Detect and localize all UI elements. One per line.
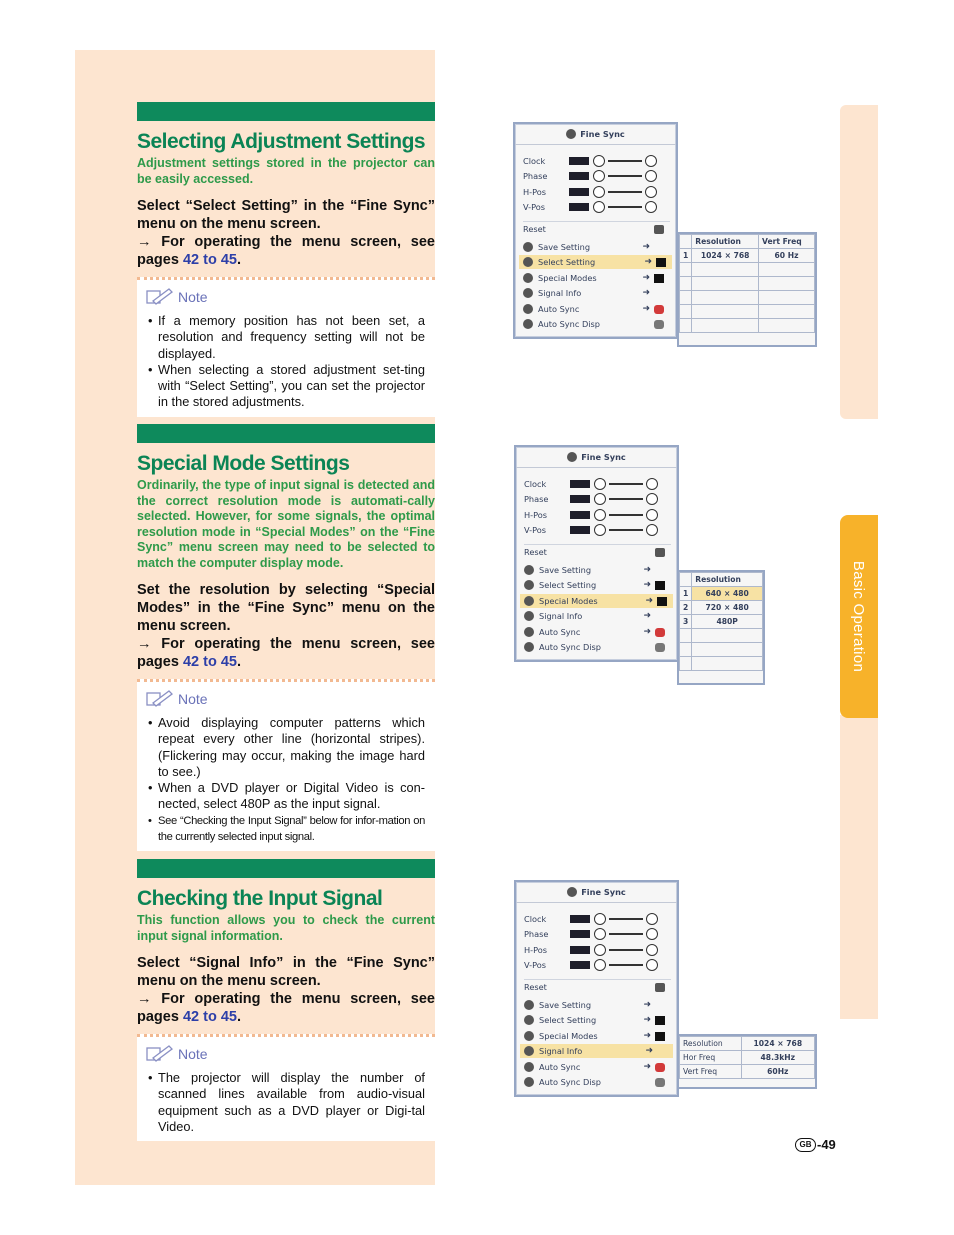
slider-track[interactable] xyxy=(609,933,643,935)
menu-item-icon xyxy=(524,565,534,575)
menu-item-label: Clock xyxy=(523,156,546,166)
fine-sync-icon xyxy=(567,887,577,897)
section-lead: This function allows you to check the current input signal information. xyxy=(137,913,435,943)
note-box xyxy=(137,679,435,851)
slider-left-icon xyxy=(594,493,606,505)
value-bar xyxy=(569,157,589,165)
arrow-right-icon: ➜ xyxy=(645,596,653,606)
slider-right-icon xyxy=(646,944,658,956)
side-tab-upper xyxy=(840,105,878,419)
menu-item-label: Reset xyxy=(523,224,546,234)
arrow-right-icon: ➜ xyxy=(642,273,650,283)
arrow-right-icon: ➜ xyxy=(642,242,650,252)
arrow-right-icon: ➜ xyxy=(643,1031,651,1041)
menu-item-icon xyxy=(524,1000,534,1010)
select-setting-submenu xyxy=(677,232,817,347)
table-cell: 640 × 480 xyxy=(692,587,763,601)
slider-left-icon xyxy=(593,170,605,182)
menu-item-label: Select Setting xyxy=(539,1015,597,1025)
table-cell: 1 xyxy=(680,587,692,601)
note-box xyxy=(137,277,435,417)
table-cell xyxy=(692,291,759,305)
table-cell xyxy=(680,305,692,319)
section-selecting-adjustment xyxy=(137,102,435,417)
note-item: • The projector will display the number of scanned lines available from audio-visual equipment such as a DVD player or Digi-tal Video. xyxy=(145,1070,425,1135)
menu-item-row[interactable] xyxy=(519,255,672,269)
menu-item-icon xyxy=(524,1015,534,1025)
note-pencil-icon xyxy=(145,1045,175,1063)
arrow-right-icon: ➜ xyxy=(643,611,651,621)
table-row[interactable] xyxy=(680,319,815,333)
menu-adjust-row[interactable] xyxy=(524,523,671,537)
slider-right-icon xyxy=(646,493,658,505)
menu-item-row[interactable] xyxy=(520,594,673,608)
info-cell: 48.3kHz xyxy=(741,1051,814,1065)
table-row[interactable] xyxy=(680,601,763,615)
section-special-mode xyxy=(137,424,435,851)
section-header-bar xyxy=(137,859,435,878)
slider-right-icon xyxy=(646,959,658,971)
setting-square-icon xyxy=(657,597,667,606)
slider-right-icon xyxy=(646,509,658,521)
table-cell xyxy=(680,291,692,305)
slider-right-icon xyxy=(646,928,658,940)
section-instruction xyxy=(137,954,435,1026)
menu-item-row[interactable] xyxy=(523,317,670,331)
menu-reset-row[interactable] xyxy=(524,544,671,559)
toggle-icon xyxy=(655,643,665,652)
slider-track[interactable] xyxy=(608,191,642,193)
menu-item-row[interactable] xyxy=(524,998,671,1012)
menu-title-bar xyxy=(515,124,676,145)
menu-item-label: Select Setting xyxy=(539,580,597,590)
table-cell: 60 Hz xyxy=(759,249,815,263)
slider-right-icon xyxy=(645,170,657,182)
info-row xyxy=(680,1037,815,1051)
menu-item-label: Phase xyxy=(524,494,549,504)
table-cell xyxy=(759,319,815,333)
menu-item-label: Select Setting xyxy=(538,257,596,267)
menu-reset-row[interactable] xyxy=(523,221,670,236)
menu-item-label: Reset xyxy=(524,982,547,992)
value-bar xyxy=(569,172,589,180)
slider-track[interactable] xyxy=(609,918,643,920)
table-cell xyxy=(680,573,692,587)
section-title: Special Mode Settings xyxy=(137,452,350,475)
setting-square-icon xyxy=(655,581,665,590)
slider-right-icon xyxy=(645,155,657,167)
menu-item-row[interactable] xyxy=(524,1029,671,1043)
menu-adjust-row[interactable] xyxy=(523,200,670,214)
menu-adjust-row[interactable] xyxy=(523,185,670,199)
note-header xyxy=(145,1045,425,1063)
menu-item-label: H-Pos xyxy=(524,945,548,955)
table-cell: 480P xyxy=(692,615,763,629)
table-cell xyxy=(680,643,692,657)
table-header-cell: Vert Freq xyxy=(759,235,815,249)
menu-item-row[interactable] xyxy=(523,302,670,316)
value-bar xyxy=(569,203,589,211)
menu-item-label: Special Modes xyxy=(539,1031,598,1041)
info-row xyxy=(680,1065,815,1079)
section-lead: Adjustment settings stored in the projector can be easily accessed. xyxy=(137,156,435,186)
table-row[interactable] xyxy=(680,277,815,291)
menu-item-row[interactable] xyxy=(524,640,671,654)
menu-item-row[interactable] xyxy=(524,578,671,592)
menu-adjust-row[interactable] xyxy=(524,958,671,972)
enter-icon xyxy=(655,983,665,992)
section-header-bar xyxy=(137,424,435,443)
slider-right-icon xyxy=(646,913,658,925)
fine-sync-menu-screen xyxy=(514,880,679,1097)
table-cell xyxy=(680,657,692,671)
menu-item-row[interactable] xyxy=(524,1060,671,1074)
value-bar xyxy=(570,511,590,519)
fine-sync-menu-screen xyxy=(513,122,678,339)
menu-item-icon xyxy=(524,1031,534,1041)
table-cell xyxy=(759,277,815,291)
menu-item-icon xyxy=(524,596,534,606)
menu-item-icon xyxy=(523,319,533,329)
value-bar xyxy=(569,188,589,196)
menu-title-bar xyxy=(516,882,677,903)
menu-item-label: Phase xyxy=(523,171,548,181)
slider-left-icon xyxy=(593,186,605,198)
slider-left-icon xyxy=(593,201,605,213)
menu-adjust-row[interactable] xyxy=(524,477,671,491)
menu-item-label: Auto Sync xyxy=(539,627,581,637)
arrow-right-icon: ➜ xyxy=(643,1015,651,1025)
menu-item-label: Auto Sync Disp xyxy=(539,1077,601,1087)
menu-item-row[interactable] xyxy=(524,625,671,639)
menu-item-label: V-Pos xyxy=(524,525,546,535)
menu-item-icon xyxy=(523,288,533,298)
table-cell xyxy=(692,657,763,671)
table-cell xyxy=(680,319,692,333)
section-instruction xyxy=(137,581,435,671)
menu-item-icon xyxy=(524,627,534,637)
table-row[interactable] xyxy=(680,249,815,263)
slider-left-icon xyxy=(594,478,606,490)
table-cell xyxy=(759,263,815,277)
menu-title: Fine Sync xyxy=(580,129,625,139)
section-instruction xyxy=(137,197,435,269)
menu-item-icon xyxy=(524,642,534,652)
toggle-icon xyxy=(655,1063,665,1072)
menu-item-label: Special Modes xyxy=(538,273,597,283)
note-box xyxy=(137,1034,435,1141)
table-cell: 3 xyxy=(680,615,692,629)
section-lead: Ordinarily, the type of input signal is detected and the correct resolution mode is automati-cally selected. However, for some signals, the optimal resolution mode in “Special Modes” on the “Fine Sync” menu screen may need to be selected to match the computer display mode. xyxy=(137,478,435,570)
note-list xyxy=(145,313,425,411)
table-header-cell: Resolution xyxy=(692,235,759,249)
table-cell xyxy=(759,291,815,305)
ref-suffix: . xyxy=(236,252,241,268)
gb-badge-icon: GB xyxy=(795,1138,816,1152)
section-title: Checking the Input Signal xyxy=(137,887,383,910)
table-row[interactable] xyxy=(680,629,763,643)
menu-adjust-row[interactable] xyxy=(524,927,671,941)
page-number xyxy=(795,1137,836,1152)
value-bar xyxy=(570,480,590,488)
menu-adjust-row[interactable] xyxy=(524,912,671,926)
slider-left-icon xyxy=(594,509,606,521)
table-cell xyxy=(692,319,759,333)
arrow-right-icon: ➜ xyxy=(645,1046,653,1056)
pages-link[interactable]: 42 to 45 xyxy=(182,654,237,670)
side-tab-label: Basic Operation xyxy=(850,560,868,673)
slider-track[interactable] xyxy=(609,529,643,531)
pages-link[interactable]: 42 to 45 xyxy=(182,1009,237,1025)
setting-square-icon xyxy=(655,1032,665,1041)
table-cell xyxy=(692,643,763,657)
enter-icon xyxy=(655,548,665,557)
slider-left-icon xyxy=(594,928,606,940)
table-row[interactable] xyxy=(680,263,815,277)
menu-item-label: V-Pos xyxy=(524,960,546,970)
slider-right-icon xyxy=(645,186,657,198)
menu-item-label: Save Setting xyxy=(538,242,591,252)
menu-item-row[interactable] xyxy=(523,240,670,254)
menu-adjust-row[interactable] xyxy=(523,154,670,168)
note-label: Note xyxy=(178,691,208,707)
table-cell xyxy=(692,263,759,277)
menu-item-icon xyxy=(523,273,533,283)
info-cell: Vert Freq xyxy=(680,1065,742,1079)
section-checking-input xyxy=(137,859,435,1141)
slider-right-icon xyxy=(646,478,658,490)
note-item: • When a DVD player or Digital Video is con-nected, select 480P as the input signal. xyxy=(145,780,425,813)
slider-left-icon xyxy=(594,524,606,536)
setting-square-icon xyxy=(656,258,666,267)
setting-square-icon xyxy=(654,274,664,283)
table-cell: 1 xyxy=(680,249,692,263)
slider-track[interactable] xyxy=(609,483,643,485)
menu-item-label: Clock xyxy=(524,914,547,924)
menu-item-label: Auto Sync xyxy=(539,1062,581,1072)
resolution-table xyxy=(679,572,763,671)
table-cell xyxy=(692,629,763,643)
arrow-right-icon: ➜ xyxy=(643,627,651,637)
table-row[interactable] xyxy=(680,643,763,657)
ref-suffix: . xyxy=(236,1009,241,1025)
arrow-right-icon: ➜ xyxy=(642,288,650,298)
menu-item-icon xyxy=(524,1046,534,1056)
menu-item-row[interactable] xyxy=(524,1013,671,1027)
arrow-right-icon: ➜ xyxy=(644,257,652,267)
table-row[interactable] xyxy=(680,305,815,319)
menu-item-label: H-Pos xyxy=(523,187,547,197)
menu-item-row[interactable] xyxy=(523,286,670,300)
value-bar xyxy=(570,915,590,923)
arrow-right-icon: ➜ xyxy=(643,1062,651,1072)
table-header-row xyxy=(680,573,763,587)
slider-track[interactable] xyxy=(609,964,643,966)
menu-item-row[interactable] xyxy=(524,1075,671,1089)
menu-item-icon xyxy=(524,580,534,590)
page-number-text: -49 xyxy=(817,1137,836,1152)
special-modes-submenu xyxy=(677,570,765,685)
info-row xyxy=(680,1051,815,1065)
table-cell xyxy=(680,263,692,277)
table-cell: 2 xyxy=(680,601,692,615)
section-header-bar xyxy=(137,102,435,121)
slider-track[interactable] xyxy=(608,175,642,177)
slider-track[interactable] xyxy=(608,206,642,208)
table-cell: 1024 × 768 xyxy=(692,249,759,263)
note-item: • When selecting a stored adjustment set-ting with “Select Setting”, you can set the projector in the stored adjustments. xyxy=(145,362,425,411)
menu-item-label: H-Pos xyxy=(524,510,548,520)
slider-left-icon xyxy=(594,959,606,971)
menu-item-icon xyxy=(523,257,533,267)
slider-track[interactable] xyxy=(609,514,643,516)
side-tab-label-wrap xyxy=(840,515,878,718)
table-cell: 720 × 480 xyxy=(692,601,763,615)
slider-left-icon xyxy=(593,155,605,167)
menu-item-label: Auto Sync Disp xyxy=(538,319,600,329)
menu-item-icon xyxy=(524,611,534,621)
instruction-text: Select “Select Setting” in the “Fine Sync” menu on the menu screen. xyxy=(137,198,435,232)
table-cell xyxy=(680,277,692,291)
fine-sync-icon xyxy=(567,452,577,462)
table-row[interactable] xyxy=(680,587,763,601)
slider-right-icon xyxy=(645,201,657,213)
info-cell: Hor Freq xyxy=(680,1051,742,1065)
menu-item-label: Save Setting xyxy=(539,1000,592,1010)
menu-item-label: Reset xyxy=(524,547,547,557)
value-bar xyxy=(570,930,590,938)
table-cell xyxy=(692,305,759,319)
menu-item-icon xyxy=(524,1077,534,1087)
menu-item-row[interactable] xyxy=(524,609,671,623)
table-cell xyxy=(759,305,815,319)
info-cell: 60Hz xyxy=(741,1065,814,1079)
menu-reset-row[interactable] xyxy=(524,979,671,994)
menu-item-label: V-Pos xyxy=(523,202,545,212)
instruction-text: Set the resolution by selecting “Special Modes” in the “Fine Sync” menu on the menu screen. xyxy=(137,582,435,634)
info-cell: 1024 × 768 xyxy=(741,1037,814,1051)
slider-track[interactable] xyxy=(608,160,642,162)
menu-item-label: Save Setting xyxy=(539,565,592,575)
note-label: Note xyxy=(178,1046,208,1062)
fine-sync-icon xyxy=(566,129,576,139)
menu-adjust-row[interactable] xyxy=(524,943,671,957)
fine-sync-menu-screen xyxy=(514,445,679,662)
note-item: • Avoid displaying computer patterns which repeat every other line (horizontal stripes). (Flickering may occur, making the image hard to see.) xyxy=(145,715,425,780)
note-list xyxy=(145,1070,425,1135)
menu-title: Fine Sync xyxy=(581,887,626,897)
note-item: • If a memory position has not been set, a resolution and frequency setting will not be displayed. xyxy=(145,313,425,362)
menu-item-label: Auto Sync xyxy=(538,304,580,314)
arrow-right-icon: ➜ xyxy=(642,304,650,314)
note-item: • See “Checking the Input Signal” below for infor-mation on the currently selected input signal. xyxy=(145,813,425,846)
slider-track[interactable] xyxy=(609,498,643,500)
table-cell xyxy=(692,277,759,291)
menu-adjust-row[interactable] xyxy=(524,508,671,522)
note-label: Note xyxy=(178,289,208,305)
slider-left-icon xyxy=(594,913,606,925)
instruction-ref: → For operating the menu screen, see pages xyxy=(137,991,435,1025)
memory-table xyxy=(679,234,815,333)
menu-item-row[interactable] xyxy=(524,563,671,577)
menu-item-label: Clock xyxy=(524,479,547,489)
menu-item-icon xyxy=(524,1062,534,1072)
menu-item-label: Signal Info xyxy=(539,611,583,621)
menu-item-label: Signal Info xyxy=(539,1046,583,1056)
arrow-right-icon: ➜ xyxy=(643,565,651,575)
slider-track[interactable] xyxy=(609,949,643,951)
table-row[interactable] xyxy=(680,291,815,305)
note-header xyxy=(145,288,425,306)
menu-item-row[interactable] xyxy=(523,271,670,285)
value-bar xyxy=(570,495,590,503)
ref-suffix: . xyxy=(236,654,241,670)
toggle-icon xyxy=(655,1078,665,1087)
signal-info-panel xyxy=(677,1034,817,1089)
menu-item-row[interactable] xyxy=(520,1044,673,1058)
value-bar xyxy=(570,946,590,954)
value-bar xyxy=(570,526,590,534)
enter-icon xyxy=(654,225,664,234)
note-list xyxy=(145,715,425,845)
menu-item-icon xyxy=(523,304,533,314)
slider-left-icon xyxy=(594,944,606,956)
setting-square-icon xyxy=(655,1016,665,1025)
table-row[interactable] xyxy=(680,657,763,671)
note-pencil-icon xyxy=(145,690,175,708)
toggle-icon xyxy=(654,305,664,314)
section-title: Selecting Adjustment Settings xyxy=(137,130,426,153)
menu-title-bar xyxy=(516,447,677,468)
instruction-text: Select “Signal Info” in the “Fine Sync” menu on the menu screen. xyxy=(137,955,435,989)
instruction-ref: → For operating the menu screen, see pages xyxy=(137,234,435,268)
arrow-right-icon: ➜ xyxy=(643,1000,651,1010)
menu-item-label: Auto Sync Disp xyxy=(539,642,601,652)
signal-info-table xyxy=(679,1036,815,1079)
menu-item-label: Phase xyxy=(524,929,549,939)
menu-item-label: Signal Info xyxy=(538,288,582,298)
table-cell xyxy=(680,629,692,643)
info-cell: Resolution xyxy=(680,1037,742,1051)
slider-right-icon xyxy=(646,524,658,536)
menu-item-icon xyxy=(523,242,533,252)
toggle-icon xyxy=(654,320,664,329)
table-header-cell: Resolution xyxy=(692,573,763,587)
menu-adjust-row[interactable] xyxy=(524,492,671,506)
instruction-ref: → For operating the menu screen, see pages xyxy=(137,636,435,670)
arrow-right-icon: ➜ xyxy=(643,580,651,590)
note-header xyxy=(145,690,425,708)
table-row[interactable] xyxy=(680,615,763,629)
menu-title: Fine Sync xyxy=(581,452,626,462)
note-pencil-icon xyxy=(145,288,175,306)
table-header-row xyxy=(680,235,815,249)
menu-item-label: Special Modes xyxy=(539,596,598,606)
value-bar xyxy=(570,961,590,969)
menu-adjust-row[interactable] xyxy=(523,169,670,183)
toggle-icon xyxy=(655,628,665,637)
table-cell xyxy=(680,235,692,249)
pages-link[interactable]: 42 to 45 xyxy=(182,252,237,268)
side-tab-lower xyxy=(840,715,878,1019)
